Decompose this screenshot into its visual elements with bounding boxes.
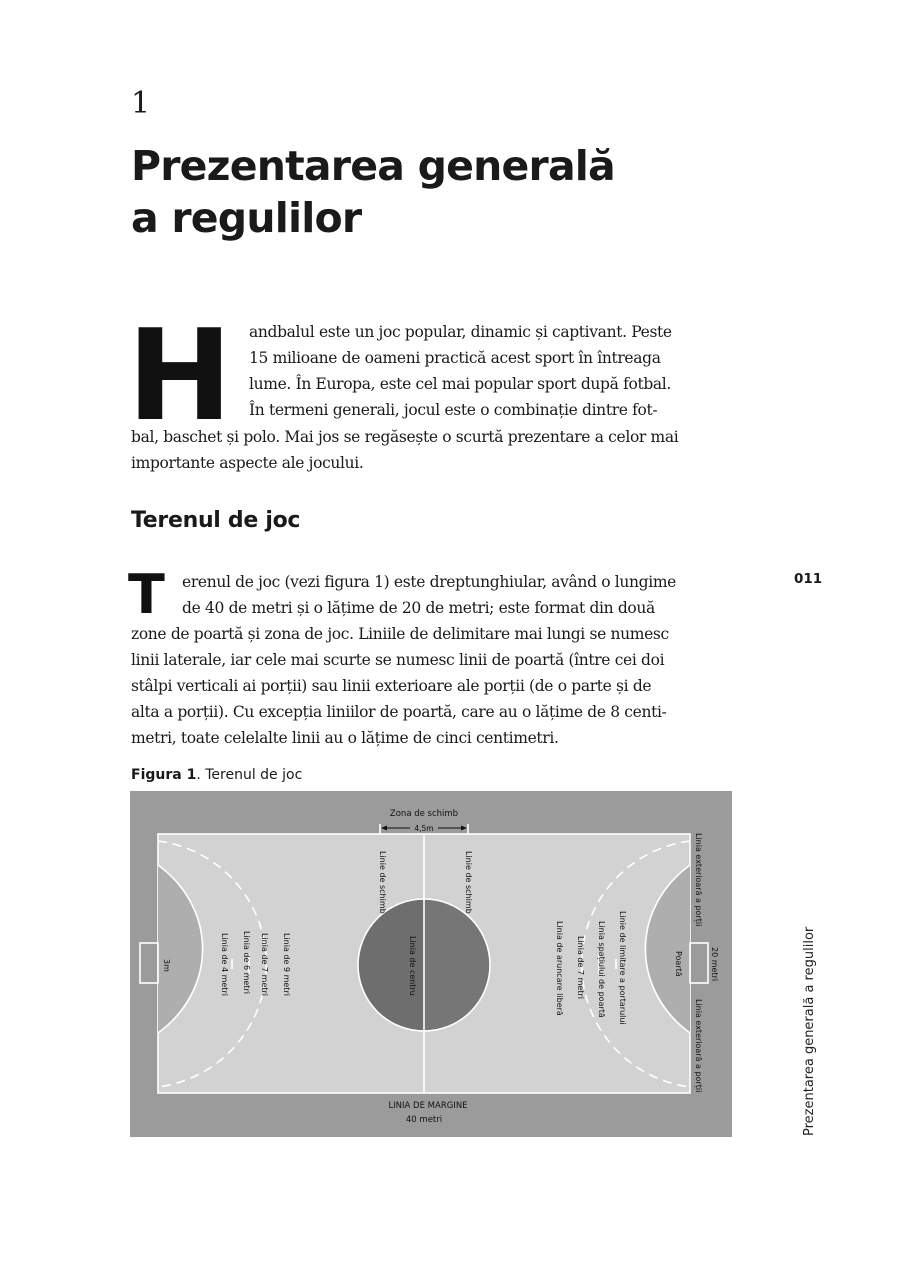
label-linia-limitare: Linie de limitare a portarului [618, 911, 627, 1025]
label-linia-7-right: Linia de 7 metri [576, 936, 585, 999]
section-line: zone de poartă și zona de joc. Liniile de delimitare mai lungi se numesc [131, 625, 669, 643]
figure-caption-text: . Terenul de joc [196, 767, 303, 783]
intro-line: andbalul este un joc popular, dinamic și captivant. Peste [249, 323, 672, 341]
label-linia-spatiu: Linia spațiului de poartă [597, 921, 606, 1018]
chapter-title [131, 140, 691, 244]
section-line: stâlpi verticali ai porții) sau linii exterioare ale porții (de o parte și de [131, 677, 652, 695]
section-line: linii laterale, iar cele mai scurte se numesc linii de poartă (între cei doi [131, 651, 665, 669]
label-ext-poarta-top: Linia exterioară a porții [694, 833, 703, 927]
label-20-metri: 20 metri [710, 947, 719, 982]
intro-dropcap: H [127, 302, 233, 449]
court-figure [130, 791, 732, 1137]
chapter-title-line2: a regulilor [131, 194, 362, 242]
label-40-metri: 40 metri [405, 1115, 443, 1125]
figure-caption [131, 767, 302, 783]
page-number: 011 [794, 571, 823, 587]
label-linia-4: Linia de 4 metri [220, 933, 229, 996]
label-linie-schimb-right: Linie de schimb [464, 851, 473, 914]
chapter-title-line1: Prezentarea generală [131, 142, 615, 190]
intro-line: bal, baschet și polo. Mai jos se regăsește o scurtă prezentare a celor mai [131, 428, 679, 446]
label-zona-schimb: Zona de schimb [389, 809, 459, 819]
label-linia-margine: LINIA DE MARGINE [388, 1101, 468, 1111]
label-linia-7-left: Linia de 7 metri [260, 933, 269, 996]
intro-line: 15 milioane de oameni practică acest sport în întreaga [249, 349, 661, 367]
chapter-number: 1 [131, 86, 151, 121]
label-ext-poarta-bottom: Linia exterioară a porții [694, 999, 703, 1093]
section-line: de 40 de metri și o lățime de 20 de metri; este format din două [182, 599, 655, 617]
section-line: metri, toate celelalte linii au o lățime de cinci centimetri. [131, 729, 559, 747]
label-linia-aruncare: Linia de aruncare liberă [555, 921, 564, 1016]
intro-line: În termeni generali, jocul este o combinație dintre fot- [249, 401, 658, 419]
label-zona-width: 4,5m [414, 824, 434, 833]
section-line: erenul de joc (vezi figura 1) este dreptunghiular, având o lungime [182, 573, 676, 591]
label-linie-schimb-left: Linie de schimb [378, 851, 387, 914]
label-3m: 3m [162, 959, 171, 972]
intro-line: importante aspecte ale jocului. [131, 454, 364, 472]
label-linia-6: Linia de 6 metri [242, 931, 251, 994]
label-poarta: Poartă [674, 951, 683, 977]
running-head-text: Prezentarea generală a regulilor [802, 926, 817, 1136]
label-linia-9: Linia de 9 metri [282, 933, 291, 996]
section-line: alta a porții). Cu excepția liniilor de poartă, care au o lățime de 8 centi- [131, 703, 667, 721]
intro-line: lume. În Europa, este cel mai popular sport după fotbal. [249, 375, 671, 393]
section-dropcap: T [128, 563, 165, 626]
label-linia-centru: Linia de centru [408, 936, 417, 996]
figure-label: Figura 1 [131, 767, 197, 783]
running-head [802, 922, 820, 1136]
section-heading: Terenul de joc [131, 508, 301, 533]
